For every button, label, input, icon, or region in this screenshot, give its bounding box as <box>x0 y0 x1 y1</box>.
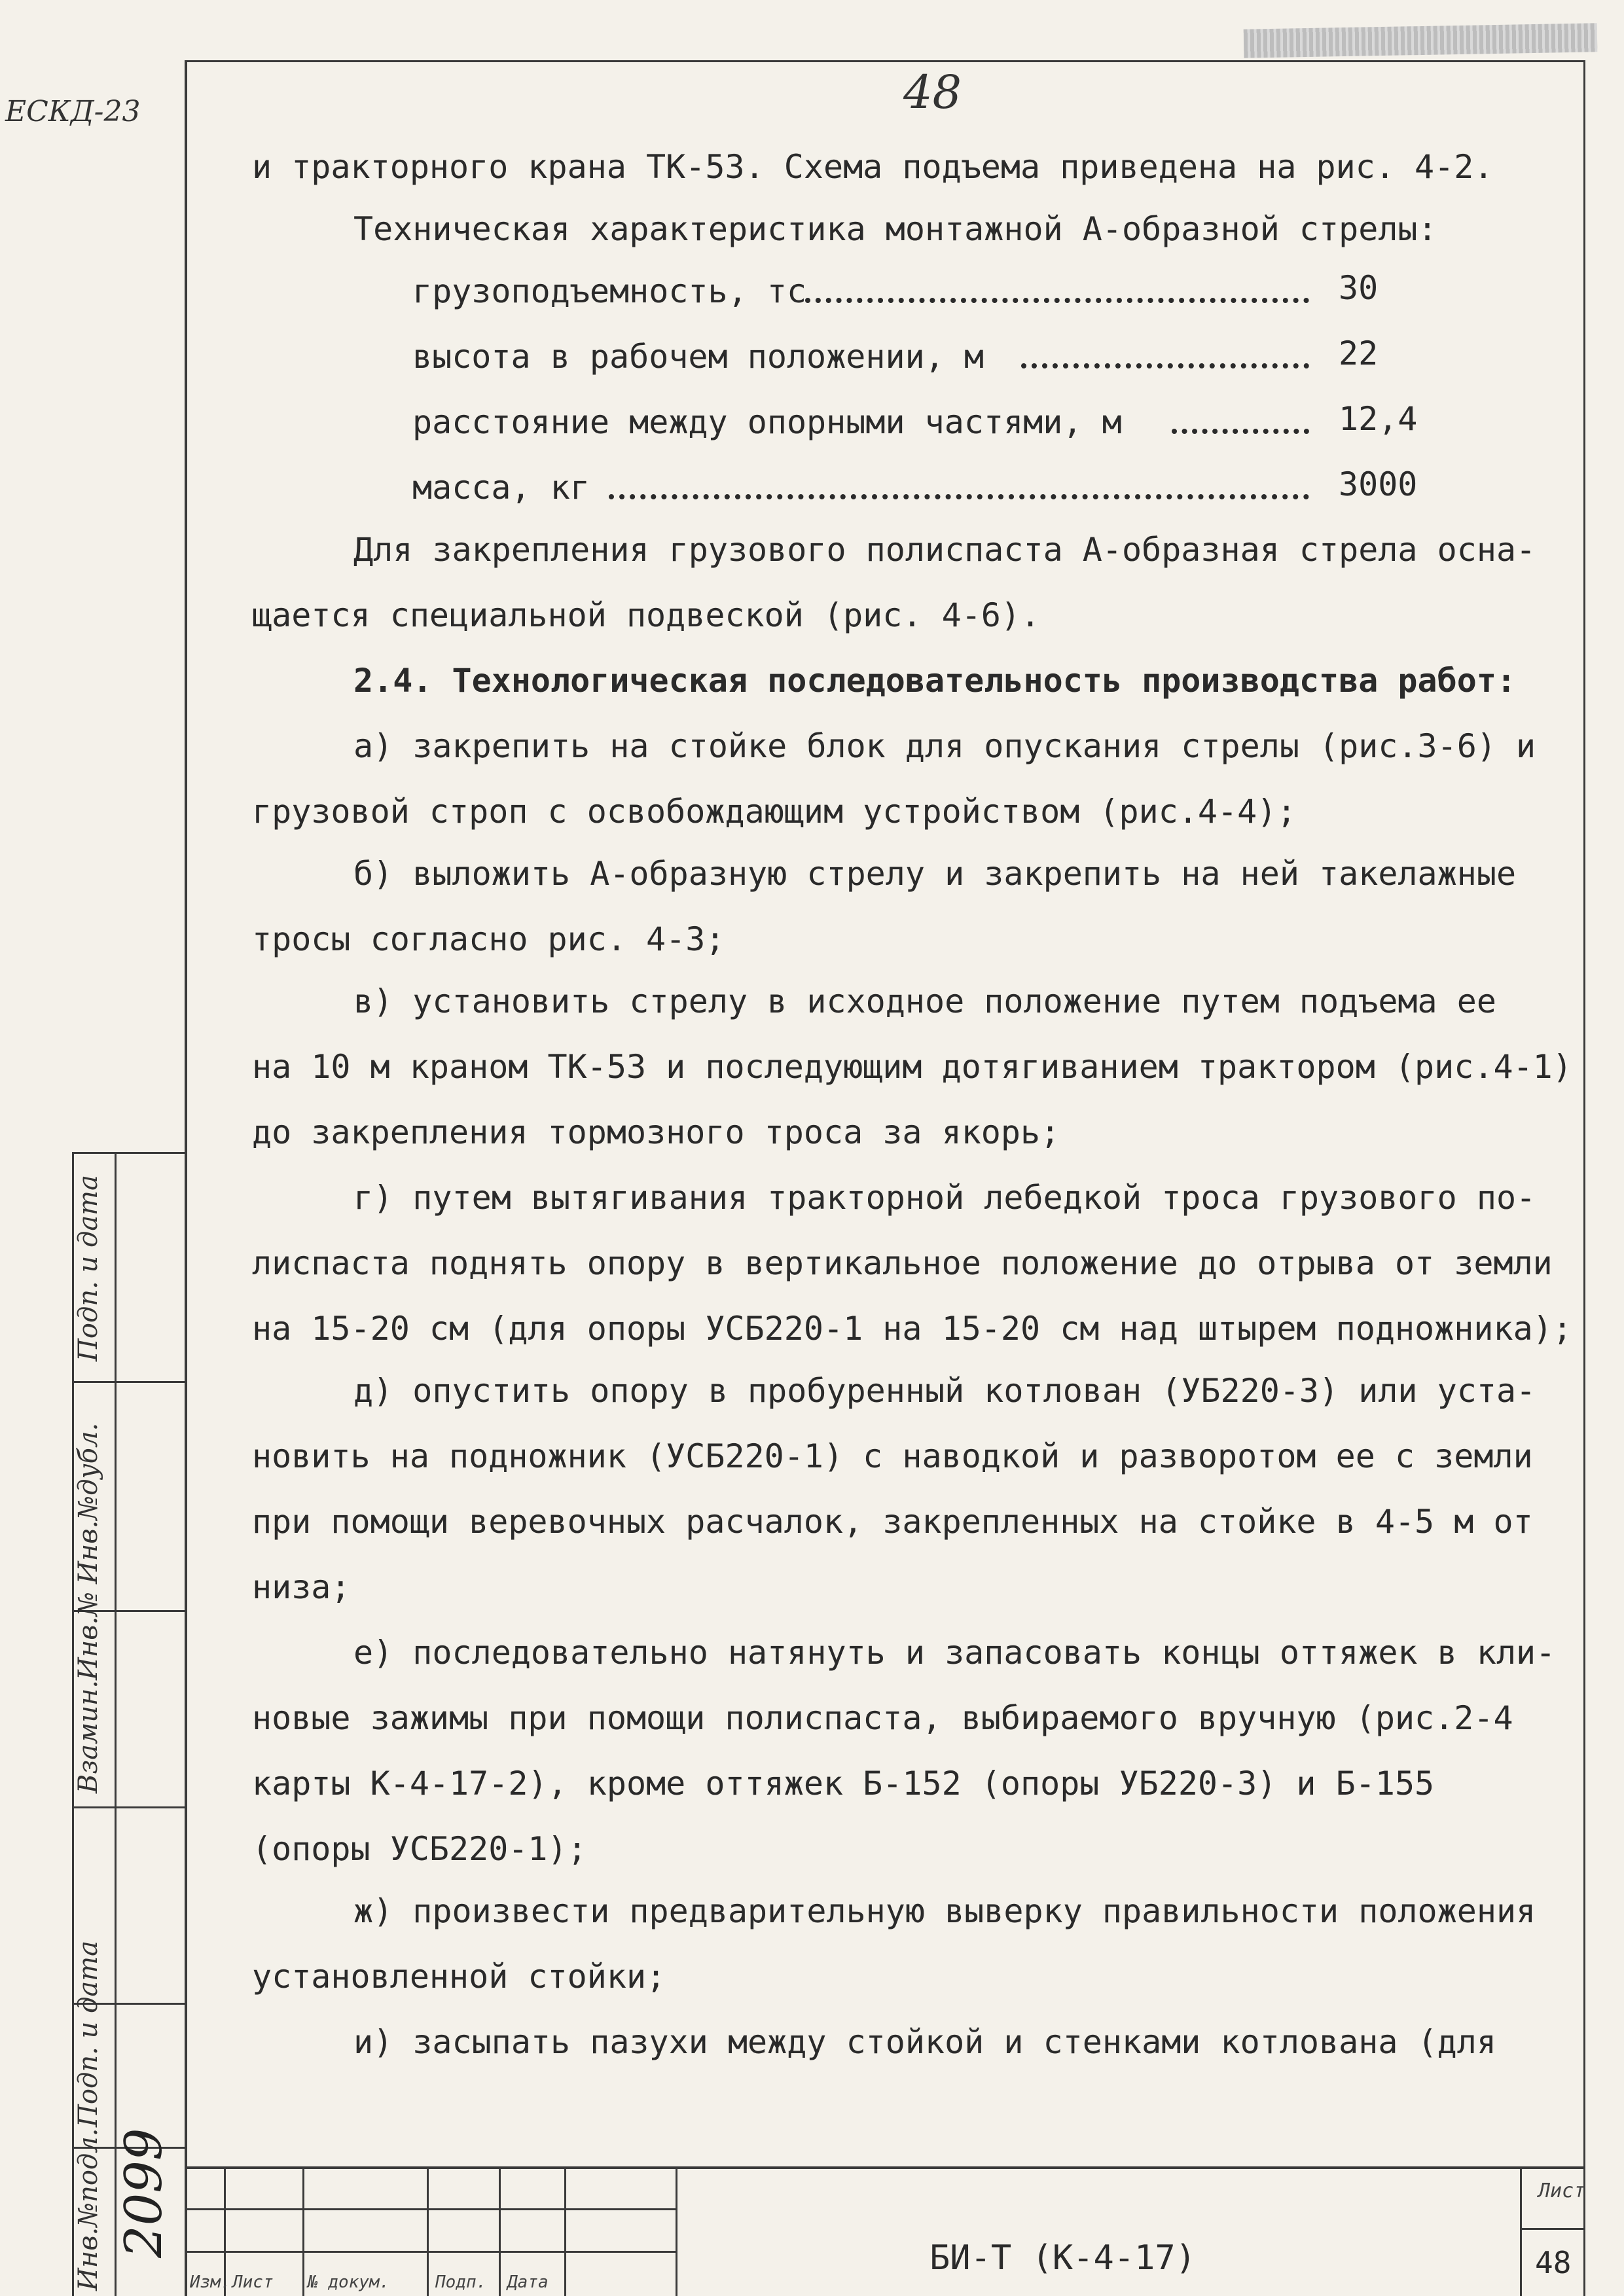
item-d-line-1: д) опустить опору в пробуренный котлован (УБ220-3) или уста- <box>353 1372 1536 1410</box>
handwritten-page-number: 48 <box>903 65 962 119</box>
item-d-line-2: новить на подножник (УСБ220-1) с наводкой и разворотом ее с земли <box>252 1437 1533 1475</box>
spec-name-1: грузоподъемность, тс <box>412 272 807 310</box>
item-v-line-2: на 10 м краном ТК-53 и последующим дотягиванием трактором (рис.4-1) <box>252 1048 1572 1086</box>
col-label-data: Дата <box>507 2272 549 2292</box>
spec-value-1: 30 <box>1339 269 1379 307</box>
item-g-line-1: г) путем вытягивания тракторной лебедкой троса грузового по- <box>353 1179 1536 1217</box>
col-label-izm: Изм. <box>190 2272 231 2292</box>
margin-cell-divider <box>74 1152 187 1154</box>
item-b-line-1: б) выложить А-образную стрелу и закрепить на ней такелажные <box>353 855 1517 893</box>
item-d-line-3: при помощи веревочных расчалок, закрепленных на стойке в 4-5 м от <box>252 1503 1533 1541</box>
item-e-line-2: новые зажимы при помощи полиспаста, выбираемого вручную (рис.2-4 <box>252 1699 1513 1737</box>
item-a-line-1: а) закрепить на стойке блок для опускания стрелы (рис.3-6) и <box>353 727 1536 765</box>
item-e-line-3: карты К-4-17-2), кроме оттяжек Б-152 (опоры УБ220-3) и Б-155 <box>252 1765 1435 1803</box>
dot-leader-1 <box>805 298 1309 303</box>
spec-name-2: высота в рабочем положении, м <box>412 338 984 376</box>
margin-cell-divider <box>74 1381 187 1383</box>
item-e-line-1: е) последовательно натянуть и запасовать концы оттяжек в кли- <box>353 1634 1556 1672</box>
margin-cell-divider <box>74 1806 187 1808</box>
section-heading: 2.4. Технологическая последовательность производства работ: <box>353 662 1517 700</box>
spec-value-3: 12,4 <box>1339 400 1418 438</box>
margin-label-podp-data-2: Подп. и дата <box>73 1941 103 2127</box>
margin-label-inv-podl: Инв.№подл. <box>73 2128 103 2291</box>
margin-label-inv-dubl: Инв.№дубл. <box>73 1422 103 1584</box>
sheet-label: Лист <box>1538 2179 1586 2202</box>
margin-label-podp-data-1: Подп. и дата <box>73 1175 103 1361</box>
col-label-doc-no: № докум. <box>308 2272 390 2292</box>
title-block-col-line <box>1520 2169 1522 2296</box>
title-block-col-line <box>676 2169 677 2296</box>
spec-name-4: масса, кг <box>412 469 590 507</box>
item-d-line-4: низа; <box>252 1568 351 1606</box>
item-b-line-2: тросы согласно рис. 4-3; <box>252 920 725 958</box>
title-block-row-line <box>185 2208 676 2210</box>
spec-value-2: 22 <box>1339 334 1379 372</box>
title-block-col-line <box>499 2169 501 2296</box>
spec-name-3: расстояние между опорными частями, м <box>412 403 1122 441</box>
title-block-col-line <box>427 2169 429 2296</box>
margin-label-vzam-inv: Взамин.Инв.№ <box>73 1591 103 1793</box>
spec-value-4: 3000 <box>1339 465 1418 503</box>
item-v-line-1: в) установить стрелу в исходное положение путем подъема ее <box>353 982 1496 1020</box>
title-block <box>185 2166 1585 2296</box>
dot-leader-4 <box>609 494 1309 499</box>
sheet-cell-divider <box>1520 2228 1585 2230</box>
col-label-podp: Подп. <box>435 2272 487 2292</box>
title-block-col-line <box>302 2169 304 2296</box>
title-block-col-line <box>564 2169 566 2296</box>
item-zh-line-2: установленной стойки; <box>252 1958 666 1996</box>
dot-leader-3 <box>1172 429 1309 434</box>
item-g-line-2: лиспаста поднять опору в вертикальное положение до отрыва от земли <box>252 1244 1553 1282</box>
side-code: ЕСКД-23 <box>5 95 141 128</box>
sheet-number: 48 <box>1535 2245 1572 2280</box>
item-i-line-1: и) засыпать пазухи между стойкой и стенками котлована (для <box>353 2023 1496 2061</box>
body-line-1: и тракторного крана ТК-53. Схема подъема приведена на рис. 4-2. <box>252 148 1494 186</box>
inventory-number: 2099 <box>115 2128 173 2258</box>
para-a-line-1: Для закрепления грузового полиспаста А-образная стрела осна- <box>353 531 1536 569</box>
spec-heading: Техническая характеристика монтажной А-образной стрелы: <box>353 210 1437 248</box>
dot-leader-2 <box>1021 363 1309 368</box>
para-a-line-2: щается специальной подвеской (рис. 4-6). <box>252 596 1041 634</box>
item-zh-line-1: ж) произвести предварительную выверку правильности положения <box>353 1892 1536 1930</box>
col-label-list: Лист <box>232 2272 274 2292</box>
item-a-line-2: грузовой строп с освобождающим устройством (рис.4-4); <box>252 793 1297 831</box>
document-code: БИ-Т (К-4-17) <box>929 2238 1196 2278</box>
item-g-line-3: на 15-20 см (для опоры УСБ220-1 на 15-20 см над штырем подножника); <box>252 1310 1572 1348</box>
item-e-line-4: (опоры УСБ220-1); <box>252 1830 587 1868</box>
item-v-line-3: до закрепления тормозного троса за якорь; <box>252 1113 1060 1151</box>
title-block-row-line <box>185 2251 676 2253</box>
margin-strip-divider <box>115 1152 117 2296</box>
